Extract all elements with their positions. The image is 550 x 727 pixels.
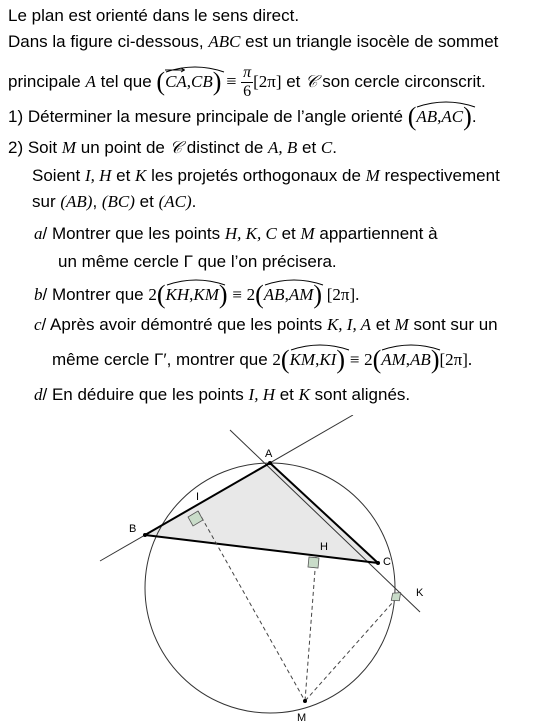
question-text: et xyxy=(371,315,395,334)
vector-label: CB xyxy=(191,71,213,91)
question-2c-line-2 xyxy=(52,345,473,374)
point-C xyxy=(376,561,380,565)
vector-label: KM xyxy=(289,350,316,369)
label-B: B xyxy=(129,523,137,535)
modulo: [2π]. xyxy=(439,350,473,369)
period: . xyxy=(191,192,197,211)
question-text: respectivement xyxy=(379,166,500,185)
point-label: C xyxy=(320,138,333,157)
point-label: M xyxy=(365,166,380,185)
angle-hat xyxy=(290,343,350,351)
point-label: K xyxy=(135,166,147,185)
question-2-line-3 xyxy=(32,192,196,212)
question-text: 1) Déterminer la mesure principale de l’angle orienté xyxy=(8,107,408,126)
label-H: H xyxy=(320,541,328,553)
point-label: K xyxy=(298,385,310,404)
question-text: et xyxy=(274,385,299,404)
angle-AB-AM xyxy=(264,285,314,305)
vertex-label: A xyxy=(85,71,96,91)
paren-right: ) xyxy=(430,345,440,374)
question-text: et xyxy=(134,192,159,211)
coefficient: 2 xyxy=(364,350,373,369)
intro-line-1 xyxy=(8,6,299,26)
denominator: 6 xyxy=(243,83,252,100)
comma: , xyxy=(437,107,442,126)
intro-text: son cercle circonscrit. xyxy=(317,71,486,91)
question-text: , xyxy=(92,192,102,211)
point-label: M xyxy=(61,138,77,157)
paren-left: ( xyxy=(156,66,166,96)
question-text: sur xyxy=(32,192,61,211)
vector-label: AB xyxy=(410,350,431,369)
point-label: H, K, C xyxy=(224,224,277,243)
vector-label: KI xyxy=(319,350,337,369)
modulo: [2π]. xyxy=(326,285,360,304)
question-text: distinct de xyxy=(182,138,269,157)
paren-right: ) xyxy=(218,280,228,309)
vector-label: AM xyxy=(288,285,314,304)
point-B xyxy=(143,533,147,537)
question-2b xyxy=(34,280,360,309)
point-M xyxy=(303,699,307,703)
comma: , xyxy=(189,285,194,304)
period: . xyxy=(332,138,337,157)
paren-right: ) xyxy=(313,280,323,309)
paren-left: ( xyxy=(255,280,264,309)
angle-hat xyxy=(381,343,441,351)
circle-symbol: 𝒞 xyxy=(169,138,183,157)
label-C: C xyxy=(383,556,391,568)
circle-symbol: 𝒞 xyxy=(305,71,318,91)
point-label: M xyxy=(300,224,315,243)
question-text: un point de xyxy=(76,138,170,157)
line-label: (BC) xyxy=(101,192,135,211)
label-A: A xyxy=(265,448,273,460)
question-text: / Après avoir démontré que les points xyxy=(41,315,327,334)
question-2a-line-2 xyxy=(58,252,337,272)
question-text: 2) Soit xyxy=(8,138,62,157)
label-K: K xyxy=(416,587,424,599)
intro-line-3 xyxy=(8,64,486,101)
question-text: Soient xyxy=(32,166,85,185)
point-label: A, B xyxy=(268,138,298,157)
vector-label: AB xyxy=(263,285,285,304)
equiv-sign: ≡ xyxy=(232,285,242,304)
angle-KM-KI xyxy=(290,350,337,370)
line-label: (AC) xyxy=(158,192,192,211)
question-text: / Montrer que xyxy=(42,285,149,304)
question-text: même cercle Γ′, montrer que xyxy=(52,350,273,369)
angle-hat xyxy=(416,100,476,108)
paren-left: ( xyxy=(156,280,166,309)
intro-text: principale xyxy=(8,71,86,91)
line-label: (AB) xyxy=(60,192,93,211)
paren-left: ( xyxy=(407,102,417,131)
item-letter: d xyxy=(34,385,43,404)
question-text: et xyxy=(297,138,321,157)
label-M: M xyxy=(297,712,307,724)
comma: , xyxy=(186,71,192,91)
question-2 xyxy=(8,138,337,158)
question-text: les projetés orthogonaux de xyxy=(146,166,366,185)
question-2d xyxy=(34,385,410,405)
angle-hat xyxy=(264,278,324,286)
intro-text: tel que xyxy=(95,71,157,91)
point-label: I, H xyxy=(84,166,112,185)
geometry-figure xyxy=(0,415,550,727)
question-text: appartiennent à xyxy=(314,224,438,243)
angle-hat xyxy=(166,278,226,286)
question-text: / Montrer que les points xyxy=(42,224,225,243)
equiv-sign: ≡ xyxy=(226,70,237,91)
question-text: et xyxy=(111,166,136,185)
comma: , xyxy=(284,285,289,304)
paren-left: ( xyxy=(280,345,290,374)
angle-CA-CB xyxy=(165,72,213,92)
coefficient: 2 xyxy=(246,285,256,304)
numerator: π xyxy=(243,64,252,81)
angle-KH-KM xyxy=(166,285,219,305)
paren-right: ) xyxy=(463,102,472,131)
intro-text: Le plan est orienté dans le sens direct. xyxy=(8,6,300,25)
vector-label: AB xyxy=(416,107,438,126)
coefficient: 2 xyxy=(272,350,281,369)
vector-label: CA xyxy=(165,71,187,91)
label-I: I xyxy=(196,491,200,503)
comma: , xyxy=(405,350,411,369)
question-text: et xyxy=(276,224,301,243)
intro-line-2 xyxy=(8,32,498,52)
question-text: un même cercle Γ que l’on précisera. xyxy=(58,252,337,271)
vector-label: KH xyxy=(165,285,190,304)
paren-right: ) xyxy=(212,66,222,96)
point-label: K, I, A xyxy=(326,315,372,334)
triangle-name: ABC xyxy=(208,32,241,51)
period: . xyxy=(471,107,477,126)
comma: , xyxy=(315,350,320,369)
angle-AB-AC xyxy=(416,107,463,127)
point-label: M xyxy=(394,315,409,334)
question-2-line-2 xyxy=(32,166,500,186)
intro-text: et xyxy=(281,71,306,91)
modulo: [2π] xyxy=(253,71,282,91)
question-2a xyxy=(34,224,438,244)
right-angle-K xyxy=(391,593,402,602)
equiv-sign: ≡ xyxy=(349,350,360,369)
intro-text: est un triangle isocèle de sommet xyxy=(240,32,499,51)
right-angle-H xyxy=(308,557,319,568)
vector-label: AM xyxy=(381,350,406,369)
intro-text: Dans la figure ci-dessous, xyxy=(8,32,209,51)
point-label: I, H xyxy=(248,385,275,404)
question-text: / En déduire que les points xyxy=(42,385,249,404)
question-2c xyxy=(34,315,498,335)
item-letter: c xyxy=(34,315,42,334)
question-1 xyxy=(8,102,477,131)
projection-MK xyxy=(305,593,401,701)
fraction-pi-6 xyxy=(241,64,253,101)
projection-MH xyxy=(305,557,316,701)
item-letter: b xyxy=(34,285,43,304)
angle-AM-AB xyxy=(381,350,431,370)
point-A xyxy=(268,461,272,465)
item-letter: a xyxy=(34,224,43,243)
coefficient: 2 xyxy=(148,285,157,304)
question-text: sont alignés. xyxy=(309,385,411,404)
vector-label: KM xyxy=(193,285,219,304)
angle-hat xyxy=(165,65,225,73)
paren-left: ( xyxy=(372,345,382,374)
question-text: sont sur un xyxy=(408,315,498,334)
vector-label: AC xyxy=(441,107,464,126)
paren-right: ) xyxy=(336,345,345,374)
